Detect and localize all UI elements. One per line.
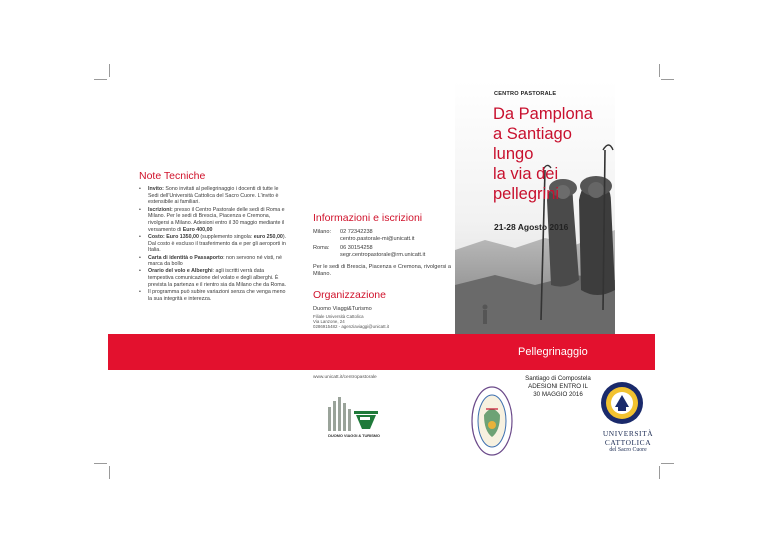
milano-label: Milano: [313,229,332,235]
org-title: Organizzazione [313,289,386,301]
org-contact: 0286915482 - agenziaviaggi@unicatt.it [313,324,389,329]
university-name: UNIVERSITÀ CATTOLICA del Sacro Cuore [602,429,654,453]
duomo-logo-text: DUOMO VIAGGI & TURISMO [328,433,380,438]
crop-mark [109,466,110,479]
crop-mark [109,64,110,77]
notes-list [139,186,287,303]
crop-mark [94,79,107,80]
website-link[interactable]: www.unicatt.it/centropastorale [313,375,377,380]
list-item: • Carta di identità o Passaporto: non servono né visti, né marca da bollo [139,255,287,268]
crop-mark [659,466,660,479]
university-seal [600,381,644,425]
org-line: Via Lanzone, 24 [313,319,345,324]
crop-mark [659,64,660,77]
milano-phone: 02 72342238 [340,229,373,235]
crop-mark [94,463,107,464]
org-line: Filiale Università Cattolica [313,314,364,319]
university-seal-icon [600,381,644,425]
band-label: Pellegrinaggio [518,346,588,358]
info-title: Informazioni e iscrizioni [313,212,423,224]
crop-mark [661,79,674,80]
notes-title: Note Tecniche [139,170,206,182]
info-note: Per le sedi di Brescia, Piacenza e Cremona, rivolgersi a Milano. [313,264,452,277]
back-info: Santiago di Compostela ADESIONI ENTRO IL 30 MAGGIO 2016 [525,375,591,398]
cover-title: Da Pamplona a Santiago lungo la via dei pellegrini [493,105,593,203]
milano-email[interactable]: centro.pastorale-mi@unicatt.it [340,236,415,242]
list-item: • Invito: Sono invitati al pellegrinaggio i docenti di tutte le Sedi dell'Università Cattolica del Sacro Cuore. L'invito è estensibile ai familiari. [139,186,287,206]
roma-label: Roma: [313,245,330,251]
org-name: Duomo Viaggi&Turismo [313,306,372,312]
jubilee-seal-icon [470,385,514,457]
cover-kicker: CENTRO PASTORALE [494,91,557,97]
list-item: • Il programma può subire variazioni senza che venga meno la sua integrità e interezza. [139,289,287,302]
jubilee-seal [470,385,514,457]
list-item: • Orario del volo e Alberghi: agli iscritti verrà data tempestiva comunicazione del volato e degli alberghi. È prevista la partenza e il rientro sia da Milano che da Roma. [139,268,287,288]
cover-dates: 21-28 Agosto 2016 [494,222,569,232]
list-item: • Iscrizioni: presso il Centro Pastorale delle sedi di Roma e Milano. Per le sedi di Brescia, Piacenza e Cremona, rivolgersi a Milano. Adesioni entro il 30 maggio mediante il versamento di Euro 400,00 [139,207,287,234]
roma-email[interactable]: segr.centropastorale@rm.unicatt.it [340,252,426,258]
crop-mark [661,463,674,464]
roma-phone: 06 30154258 [340,245,373,251]
duomo-logo [318,393,390,445]
list-item: • Costo: Euro 1350,00 (supplemento singola: euro 250,00). Dal costo è escluso il trasferimento da e per gli aeroporti in Italia. [139,234,287,254]
